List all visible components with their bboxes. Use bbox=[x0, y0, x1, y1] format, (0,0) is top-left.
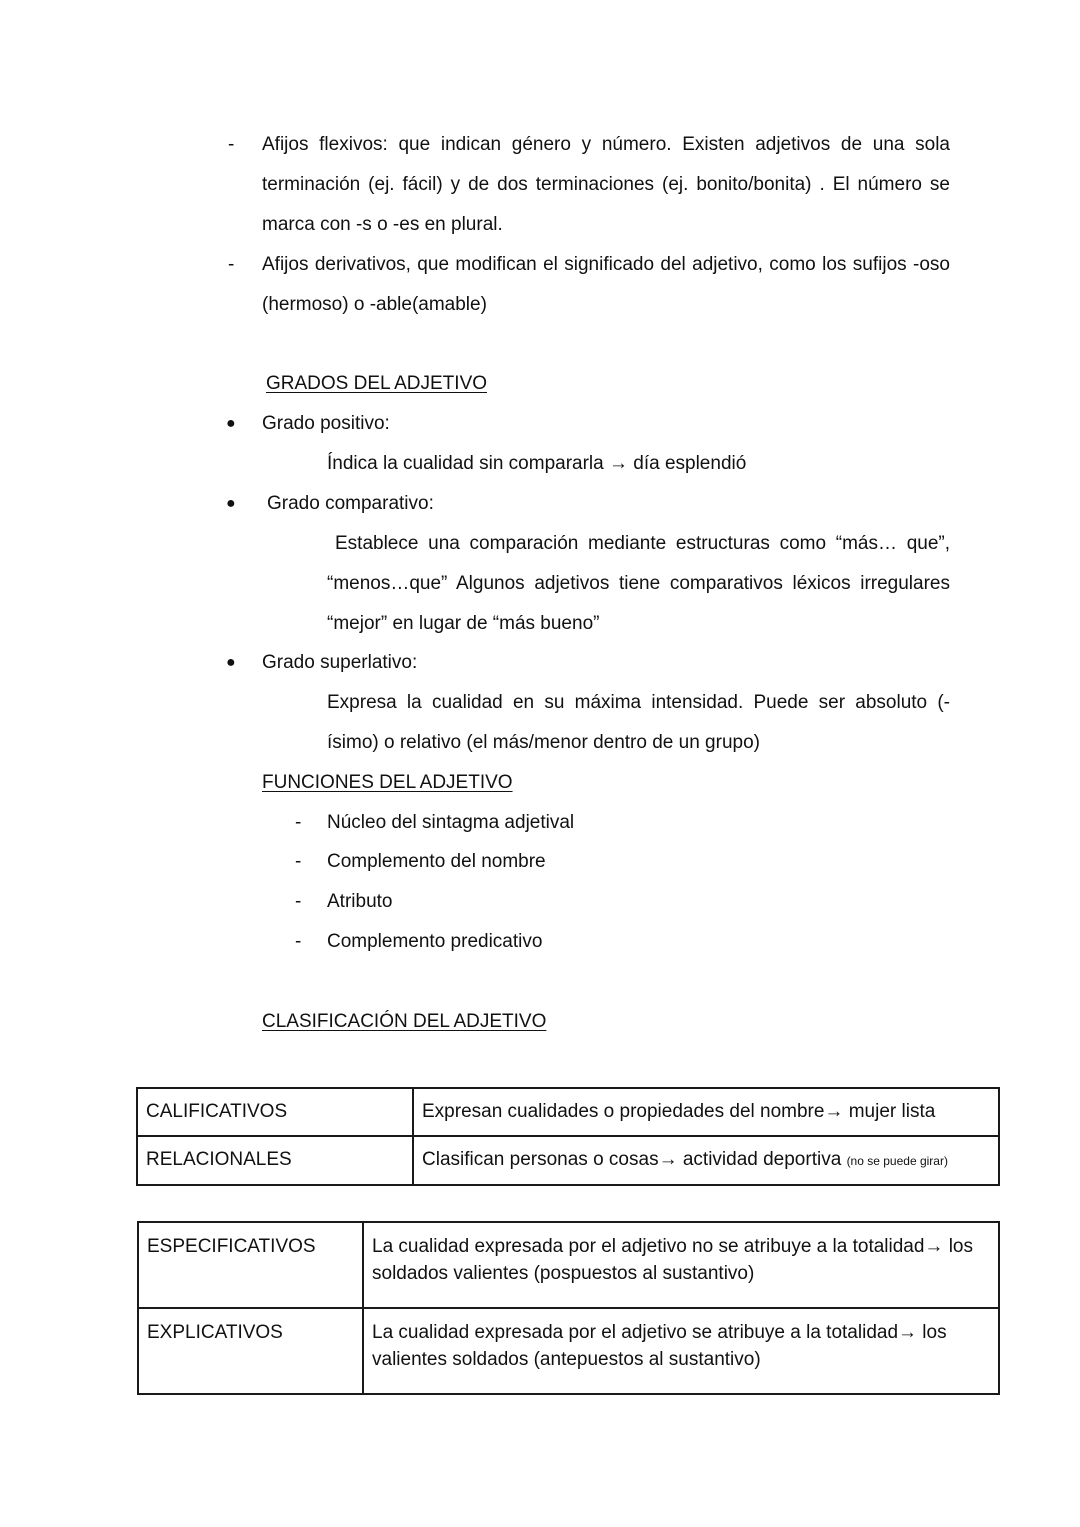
clasificacion-table-1 bbox=[136, 1087, 1000, 1186]
table-cell-def: La cualidad expresada por el adjetivo se atribuye a la totalidad→ los valientes soldados (antepuestos al sustantivo) bbox=[363, 1308, 999, 1394]
affix-derivative-text: Afijos derivativos, que modifican el significado del adjetivo, como los sufijos -oso (hermoso) o -able(amable) bbox=[262, 254, 950, 315]
list-item: Complemento del nombre bbox=[327, 851, 546, 872]
list-item: Núcleo del sintagma adjetival bbox=[327, 812, 575, 833]
table-cell-term: EXPLICATIVOS bbox=[138, 1308, 363, 1394]
grado-positivo-desc: Índica la cualidad sin compararla → día esplendió bbox=[327, 453, 747, 474]
funciones-heading: FUNCIONES DEL ADJETIVO bbox=[262, 772, 513, 793]
table-row bbox=[137, 1136, 999, 1185]
affix-flexive-text: Afijos flexivos: que indican género y número. Existen adjetivos de una sola terminación (ej. fácil) y de dos terminaciones (ej. bonito/bonita) . El número se marca con -s o -es en plural. bbox=[262, 134, 950, 235]
definition-note: (no se puede girar) bbox=[846, 1154, 948, 1168]
grado-positivo-title: Grado positivo: bbox=[262, 413, 390, 434]
list-marker: - bbox=[295, 851, 302, 872]
grado-superlativo-title: Grado superlativo: bbox=[262, 652, 418, 673]
list-item: Complemento predicativo bbox=[327, 931, 543, 952]
clasificacion-table-2 bbox=[137, 1221, 1000, 1395]
table-cell-term: ESPECIFICATIVOS bbox=[138, 1222, 363, 1308]
clasificacion-heading: CLASIFICACIÓN DEL ADJETIVO bbox=[262, 1011, 547, 1032]
grado-superlativo-desc: Expresa la cualidad en su máxima intensidad. Puede ser absoluto (-ísimo) o relativo (el más/menor dentro de un grupo) bbox=[327, 692, 950, 753]
list-marker: - bbox=[228, 254, 235, 275]
bullet-icon: ● bbox=[226, 654, 236, 671]
table-row bbox=[138, 1222, 999, 1308]
table-cell-def bbox=[413, 1088, 999, 1136]
table-cell-def: La cualidad expresada por el adjetivo no se atribuye a la totalidad→ los soldados valientes (pospuestos al sustantivo) bbox=[363, 1222, 999, 1308]
definition-text: Expresan cualidades o propiedades del nombre→ mujer lista bbox=[422, 1101, 936, 1122]
table-row bbox=[138, 1308, 999, 1394]
definition-text: Clasifican personas o cosas→ actividad deportiva bbox=[422, 1149, 842, 1170]
bullet-icon: ● bbox=[226, 495, 236, 512]
bullet-icon: ● bbox=[226, 415, 236, 432]
list-marker: - bbox=[228, 134, 235, 155]
table-row bbox=[137, 1088, 999, 1136]
grados-heading: GRADOS DEL ADJETIVO bbox=[266, 373, 488, 394]
list-marker: - bbox=[295, 931, 302, 952]
table-cell-def bbox=[413, 1136, 999, 1185]
table-cell-term: CALIFICATIVOS bbox=[137, 1088, 413, 1136]
list-marker: - bbox=[295, 891, 302, 912]
grado-comparativo-title: Grado comparativo: bbox=[267, 493, 434, 514]
list-item: Atributo bbox=[327, 891, 393, 912]
table-cell-term: RELACIONALES bbox=[137, 1136, 413, 1185]
grado-comparativo-desc: Establece una comparación mediante estructuras como “más… que”, “menos…que” Algunos adjetivos tiene comparativos léxicos irregulares “mejor” en lugar de “más bueno” bbox=[327, 533, 950, 634]
list-marker: - bbox=[295, 812, 302, 833]
